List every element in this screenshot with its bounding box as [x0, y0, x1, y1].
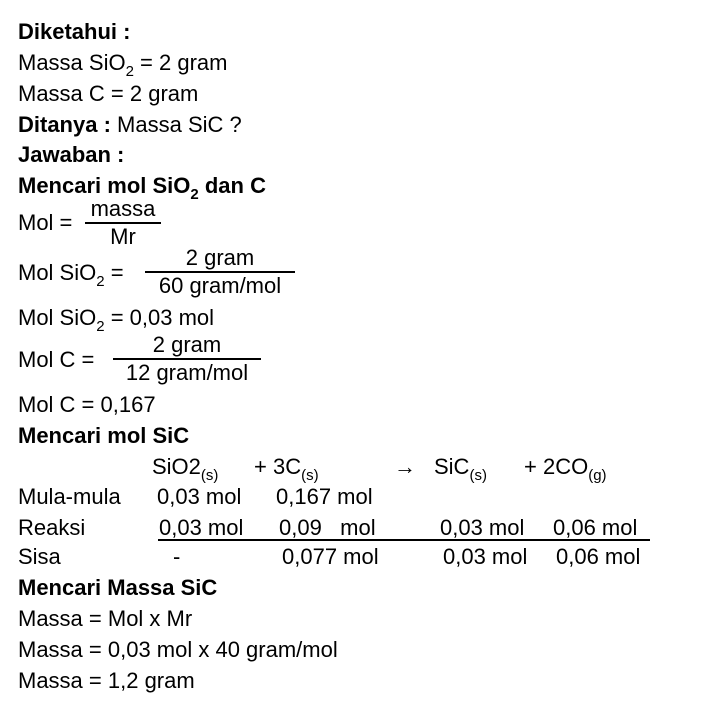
section-mass-heading: Mencari Massa SiC [18, 575, 218, 600]
row-remaining-sio2: - [173, 544, 181, 569]
given-mass-sio2-sub: 2 [125, 63, 134, 80]
row-reaction-sio2: 0,03 mol [159, 515, 244, 540]
mass-line-1: Massa = Mol x Mr [18, 606, 193, 631]
eq-reactant-c [254, 454, 319, 484]
mol-c-denominator: 12 gram/mol [125, 360, 249, 385]
row-reaction-sic: 0,03 mol [440, 515, 525, 540]
eq-product-sic-formula: SiC [434, 454, 470, 479]
mol-sio2-result [18, 305, 215, 335]
mol-sio2-result-sub: 2 [96, 318, 105, 335]
mol-c-result: Mol C = 0,167 [18, 392, 156, 417]
section-sic-heading: Mencari mol SiC [18, 423, 190, 448]
mol-formula-numerator: massa [90, 196, 156, 221]
answer-heading: Jawaban : [18, 142, 125, 167]
row-remaining-c: 0,077 mol [282, 544, 379, 569]
mol-sio2-lhs [18, 260, 124, 290]
mol-sio2-lhs-sub: 2 [96, 273, 105, 290]
mass-line-2: Massa = 0,03 mol x 40 gram/mol [18, 637, 338, 662]
eq-product-sic-state: (s) [469, 467, 487, 484]
mol-c-lhs: Mol C = [18, 347, 95, 372]
mol-sio2-lhs-prefix: Mol SiO [18, 260, 97, 285]
eq-arrow: → [394, 454, 416, 479]
section-mol-heading [18, 173, 266, 203]
section-mol-heading-suffix: dan C [198, 173, 266, 198]
mol-c-fraction [113, 334, 261, 384]
given-mass-sio2-suffix: = 2 gram [133, 50, 228, 75]
asked-label: Ditanya : [18, 112, 111, 137]
reaction-underline [158, 539, 650, 541]
eq-product-co [524, 454, 607, 484]
mass-line-3: Massa = 1,2 gram [18, 668, 195, 693]
section-mol-heading-sub: 2 [190, 186, 199, 203]
eq-product-co-formula: + 2CO [524, 454, 589, 479]
mol-formula-fraction [85, 198, 161, 248]
eq-reactant-sio2 [152, 454, 219, 484]
given-mass-c: Massa C = 2 gram [18, 81, 199, 106]
mol-formula-lhs: Mol = [18, 210, 73, 235]
mol-sio2-denominator: 60 gram/mol [158, 273, 282, 298]
row-initial-c: 0,167 mol [276, 484, 373, 509]
row-initial-label: Mula-mula [18, 484, 121, 509]
row-initial-sio2: 0,03 mol [157, 484, 242, 509]
eq-product-sic [434, 454, 487, 484]
asked-line [18, 114, 242, 136]
row-reaction-label: Reaksi [18, 515, 86, 540]
eq-product-co-state: (g) [588, 467, 607, 484]
row-reaction-co: 0,06 mol [553, 515, 638, 540]
mol-c-numerator: 2 gram [152, 332, 222, 357]
row-remaining-label: Sisa [18, 544, 61, 569]
row-reaction-c: 0,09 mol [279, 515, 376, 540]
mol-formula-denominator: Mr [110, 224, 136, 249]
mol-sio2-result-prefix: Mol SiO [18, 305, 97, 330]
eq-reactant-sio2-state: (s) [200, 467, 219, 484]
given-mass-sio2 [18, 50, 228, 80]
eq-reactant-c-formula: + 3C [254, 454, 302, 479]
mol-sio2-result-suffix: = 0,03 mol [104, 305, 215, 330]
eq-reactant-c-state: (s) [301, 467, 319, 484]
given-mass-sio2-prefix: Massa SiO [18, 50, 126, 75]
eq-reactant-sio2-formula: SiO2 [152, 454, 201, 479]
mol-sio2-lhs-suffix: = [104, 260, 124, 285]
section-mol-heading-prefix: Mencari mol SiO [18, 173, 191, 198]
asked-text: Massa SiC ? [110, 112, 242, 137]
given-heading: Diketahui : [18, 19, 131, 44]
row-remaining-sic: 0,03 mol [443, 544, 528, 569]
row-remaining-co: 0,06 mol [556, 544, 641, 569]
mol-sio2-numerator: 2 gram [185, 245, 255, 270]
mol-sio2-fraction [145, 247, 295, 297]
